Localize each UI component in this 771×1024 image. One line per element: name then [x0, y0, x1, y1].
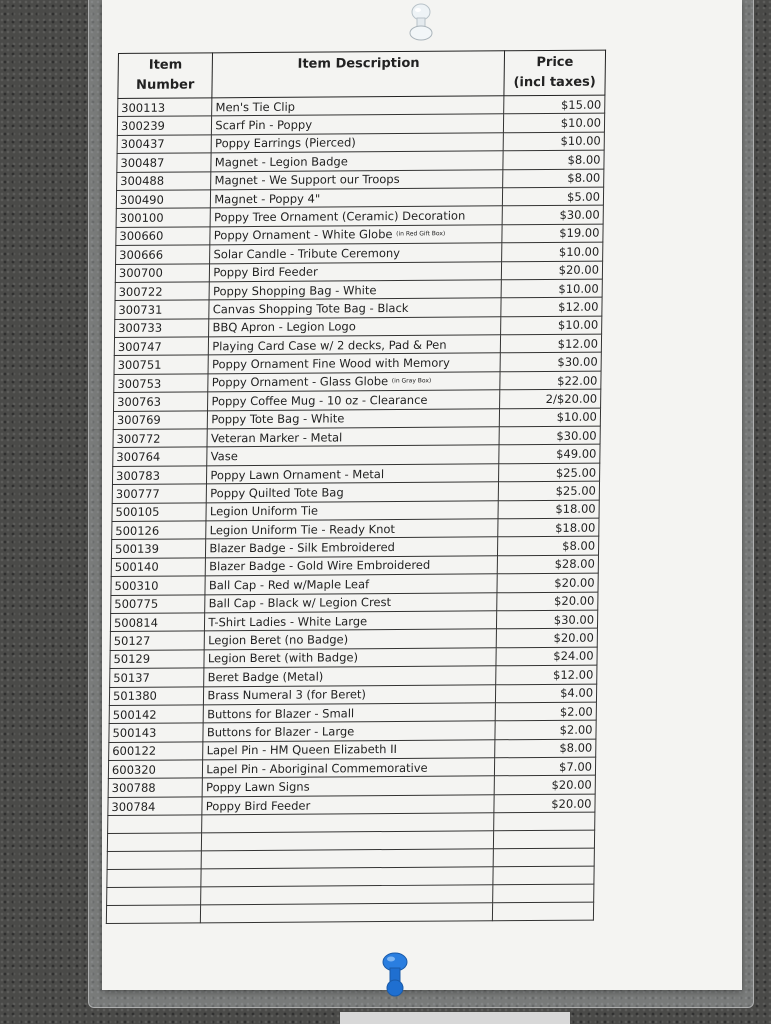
- item-description-text: Men's Tie Clip: [215, 99, 296, 114]
- item-description-text: Magnet - We Support our Troops: [214, 172, 400, 188]
- item-price-cell: $30.00: [500, 353, 601, 372]
- empty-table-row: [106, 902, 593, 923]
- empty-cell: [492, 902, 593, 921]
- empty-cell: [494, 812, 595, 831]
- item-number-cell: 500126: [112, 521, 207, 540]
- item-description-text: Poppy Lawn Signs: [206, 779, 310, 795]
- item-description-text: Poppy Ornament - White Globe: [213, 227, 393, 243]
- item-description-text: Poppy Shopping Bag - White: [212, 282, 377, 298]
- item-price-cell: $20.00: [496, 628, 597, 647]
- item-description-cell: [211, 151, 503, 171]
- item-number-cell: 300660: [116, 227, 211, 246]
- item-number-cell: 300487: [117, 153, 212, 172]
- item-description-cell: [211, 133, 503, 153]
- empty-cell: [201, 849, 493, 869]
- item-description-text: Blazer Badge - Gold Wire Embroidered: [209, 558, 431, 574]
- item-description-text: BBQ Apron - Legion Logo: [212, 319, 356, 335]
- item-description-cell: [204, 666, 496, 686]
- header-price-line1: Price: [536, 54, 574, 71]
- empty-cell: [493, 830, 594, 849]
- item-number-cell: 300666: [116, 245, 211, 264]
- header-item-number-line2: Number: [136, 77, 195, 93]
- item-description-cell: [205, 592, 497, 612]
- item-description-cell: [202, 776, 494, 796]
- item-description-cell: [208, 390, 500, 410]
- item-description-cell: [204, 684, 496, 704]
- empty-cell: [201, 903, 493, 923]
- item-price-cell: $18.00: [498, 500, 599, 519]
- item-description-cell: [205, 611, 497, 631]
- empty-cell: [107, 851, 202, 870]
- item-number-cell: 300113: [118, 98, 213, 117]
- item-description-text: Poppy Bird Feeder: [213, 264, 318, 280]
- item-description-cell: [205, 629, 497, 649]
- item-number-cell: 300731: [115, 300, 210, 319]
- item-number-cell: 300437: [117, 135, 212, 154]
- item-description-text: Poppy Ornament Fine Wood with Memory: [211, 355, 450, 372]
- header-price-line2: (incl taxes): [513, 74, 596, 91]
- item-description-cell: [207, 427, 499, 447]
- item-price-cell: $12.00: [501, 297, 602, 316]
- item-description-text: Legion Uniform Tie: [209, 503, 319, 519]
- item-packaging-note: (in Gray Box): [391, 377, 432, 385]
- item-description-text: Poppy Coffee Mug - 10 oz - Clearance: [211, 392, 428, 409]
- empty-cell: [108, 815, 203, 834]
- clear-push-pin-icon: [407, 2, 435, 42]
- empty-cell: [202, 831, 494, 851]
- item-price-cell: $22.00: [500, 371, 601, 390]
- item-price-cell: $18.00: [498, 518, 599, 537]
- item-description-cell: [206, 500, 498, 520]
- item-description-cell: [204, 703, 496, 723]
- item-number-cell: 500775: [111, 594, 206, 613]
- item-description-cell: [210, 243, 502, 263]
- empty-cell: [106, 905, 201, 924]
- item-number-cell: 300777: [112, 484, 207, 503]
- item-description-cell: [212, 96, 504, 116]
- item-number-cell: 500139: [111, 539, 206, 558]
- item-price-cell: $7.00: [495, 757, 596, 776]
- header-price: [504, 50, 606, 96]
- item-price-cell: $24.00: [496, 647, 597, 666]
- item-description-text: Beret Badge (Metal): [207, 669, 324, 685]
- item-description-text: Legion Beret (with Badge): [207, 650, 359, 666]
- item-number-cell: 500814: [110, 613, 205, 632]
- item-price-cell: 2/$20.00: [500, 389, 601, 408]
- item-description-cell: [211, 169, 503, 189]
- item-number-cell: 300764: [113, 447, 208, 466]
- item-price-cell: $8.00: [495, 739, 596, 758]
- item-number-cell: 50127: [110, 631, 205, 650]
- price-list-table: [106, 50, 606, 925]
- item-number-cell: 300772: [113, 429, 208, 448]
- item-description-cell: [207, 482, 499, 502]
- item-number-cell: 300751: [114, 355, 209, 374]
- empty-cell: [493, 848, 594, 867]
- item-description-text: Vase: [210, 449, 238, 464]
- item-price-cell: $49.00: [499, 445, 600, 464]
- item-description-text: Poppy Ornament - Glass Globe: [211, 374, 389, 390]
- item-description-cell: [209, 280, 501, 300]
- item-price-cell: $20.00: [497, 592, 598, 611]
- item-description-cell: [208, 408, 500, 428]
- item-description-cell: [208, 372, 500, 392]
- empty-cell: [201, 885, 493, 905]
- item-description-text: Poppy Earrings (Pierced): [214, 135, 356, 151]
- item-description-cell: [209, 335, 501, 355]
- item-description-text: Legion Beret (no Badge): [208, 632, 349, 648]
- item-price-cell: $12.00: [496, 665, 597, 684]
- item-description-text: Brass Numeral 3 (for Beret): [207, 687, 367, 703]
- item-price-cell: $10.00: [501, 279, 602, 298]
- item-number-cell: 300239: [117, 116, 212, 135]
- item-description-cell: [207, 445, 499, 465]
- item-description-text: Poppy Lawn Ornament - Metal: [210, 466, 385, 482]
- item-description-text: Magnet - Legion Badge: [214, 154, 348, 170]
- item-description-text: Canvas Shopping Tote Bag - Black: [212, 300, 409, 317]
- item-description-text: Poppy Quilted Tote Bag: [210, 485, 344, 501]
- item-number-cell: 50129: [110, 650, 205, 669]
- item-number-cell: 300753: [114, 374, 209, 393]
- item-description-text: Magnet - Poppy 4": [214, 191, 321, 206]
- item-description-cell: [209, 298, 501, 318]
- empty-cell: [107, 869, 202, 888]
- item-description-text: Blazer Badge - Silk Embroidered: [209, 540, 395, 556]
- header-item-description: Item Description: [212, 51, 504, 98]
- item-description-cell: [202, 795, 494, 815]
- item-description-text: Veteran Marker - Metal: [210, 430, 343, 446]
- item-number-cell: 300700: [115, 263, 210, 282]
- item-number-cell: 500142: [109, 705, 204, 724]
- item-price-cell: $10.00: [502, 242, 603, 261]
- item-description-text: Ball Cap - Red w/Maple Leaf: [208, 577, 370, 593]
- item-number-cell: 300783: [112, 466, 207, 485]
- table-header-row: [118, 50, 606, 98]
- item-description-text: Ball Cap - Black w/ Legion Crest: [208, 595, 392, 611]
- item-number-cell: 300733: [115, 319, 210, 338]
- item-description-text: Buttons for Blazer - Small: [207, 705, 355, 721]
- item-number-cell: 501380: [109, 686, 204, 705]
- empty-cell: [493, 884, 594, 903]
- item-description-text: Legion Uniform Tie - Ready Knot: [209, 521, 396, 537]
- item-description-cell: [206, 537, 498, 557]
- item-packaging-note: (in Red Gift Box): [396, 230, 446, 238]
- item-price-cell: $15.00: [504, 95, 605, 114]
- header-item-number: [118, 53, 213, 99]
- item-price-cell: $30.00: [497, 610, 598, 629]
- item-number-cell: 300722: [115, 282, 210, 301]
- item-price-cell: $5.00: [502, 187, 603, 206]
- item-number-cell: 300763: [113, 392, 208, 411]
- item-description-cell: [206, 556, 498, 576]
- item-price-cell: $20.00: [501, 261, 602, 280]
- item-description-cell: [204, 648, 496, 668]
- item-price-cell: $20.00: [494, 794, 595, 813]
- item-number-cell: 300788: [108, 778, 203, 797]
- item-description-cell: [210, 206, 502, 226]
- item-number-cell: 600320: [108, 760, 203, 779]
- item-price-cell: $28.00: [497, 555, 598, 574]
- item-description-cell: [207, 464, 499, 484]
- item-number-cell: 600122: [109, 741, 204, 760]
- item-price-cell: $2.00: [495, 720, 596, 739]
- item-description-text: Poppy Tree Ornament (Ceramic) Decoration: [213, 208, 466, 225]
- item-number-cell: 300769: [113, 410, 208, 429]
- item-description-text: Poppy Bird Feeder: [205, 798, 311, 813]
- item-number-cell: 500105: [112, 502, 207, 521]
- item-price-cell: $10.00: [501, 316, 602, 335]
- bottom-edge-strip: [340, 1012, 570, 1024]
- item-description-cell: [210, 261, 502, 281]
- item-price-cell: $20.00: [497, 573, 598, 592]
- item-price-cell: $25.00: [499, 463, 600, 482]
- item-description-cell: [203, 739, 495, 759]
- item-description-cell: [208, 353, 500, 373]
- item-number-cell: 50137: [110, 668, 205, 687]
- item-number-cell: 300490: [116, 190, 211, 209]
- item-price-cell: $4.00: [496, 684, 597, 703]
- item-price-cell: $20.00: [494, 776, 595, 795]
- item-description-text: Solar Candle - Tribute Ceremony: [213, 245, 401, 262]
- item-price-cell: $8.00: [503, 169, 604, 188]
- item-number-cell: 500143: [109, 723, 204, 742]
- header-item-number-line1: Item: [148, 57, 183, 73]
- empty-cell: [493, 866, 594, 885]
- item-price-cell: $10.00: [503, 113, 604, 132]
- item-description-text: Buttons for Blazer - Large: [206, 724, 355, 740]
- item-description-text: Playing Card Case w/ 2 decks, Pad & Pen: [212, 337, 447, 354]
- item-price-cell: $30.00: [499, 426, 600, 445]
- item-description-text: Lapel Pin - Aboriginal Commemorative: [206, 760, 428, 777]
- item-price-cell: $8.00: [503, 150, 604, 169]
- item-description-cell: [211, 188, 503, 208]
- item-price-cell: $10.00: [503, 132, 604, 151]
- empty-cell: [202, 813, 494, 833]
- item-description-cell: [209, 316, 501, 336]
- item-number-cell: 300100: [116, 208, 211, 227]
- item-description-cell: [203, 721, 495, 741]
- item-description-cell: [212, 114, 504, 134]
- item-description-text: Poppy Tote Bag - White: [211, 411, 345, 427]
- item-description-text: Scarf Pin - Poppy: [215, 117, 313, 133]
- item-number-cell: 500310: [111, 576, 206, 595]
- item-description-text: Lapel Pin - HM Queen Elizabeth II: [206, 742, 398, 758]
- item-number-cell: 500140: [111, 558, 206, 577]
- item-price-cell: $12.00: [500, 334, 601, 353]
- item-number-cell: 300488: [117, 171, 212, 190]
- item-price-cell: $8.00: [498, 536, 599, 555]
- item-description-cell: [206, 519, 498, 539]
- empty-cell: [201, 867, 493, 887]
- blue-push-pin-icon: [380, 950, 410, 1000]
- item-price-cell: $10.00: [499, 408, 600, 427]
- item-description-cell: [210, 225, 502, 245]
- item-number-cell: 300747: [114, 337, 209, 356]
- empty-cell: [107, 833, 202, 852]
- item-description-cell: [205, 574, 497, 594]
- item-description-text: T-Shirt Ladies - White Large: [208, 613, 368, 629]
- item-price-cell: $2.00: [495, 702, 596, 721]
- item-price-cell: $19.00: [502, 224, 603, 243]
- item-price-cell: $25.00: [498, 481, 599, 500]
- item-description-cell: [203, 758, 495, 778]
- empty-cell: [107, 887, 202, 906]
- item-number-cell: 300784: [108, 797, 203, 816]
- item-price-cell: $30.00: [502, 205, 603, 224]
